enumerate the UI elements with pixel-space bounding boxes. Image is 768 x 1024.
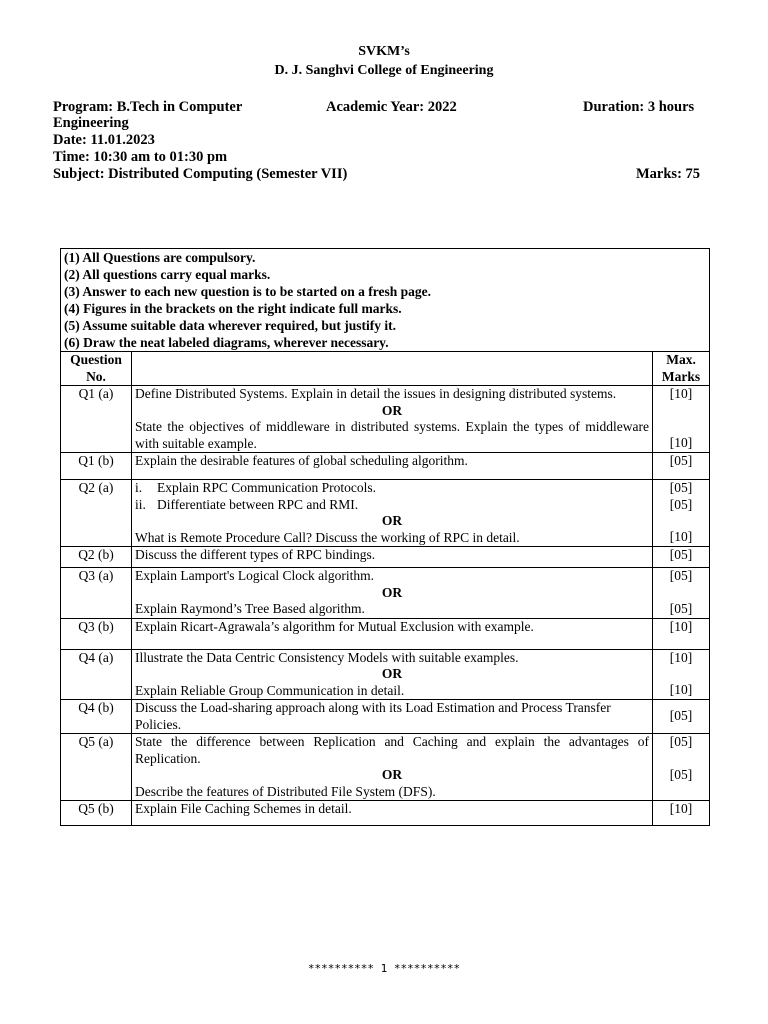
or-label: OR	[381, 767, 403, 782]
college-name: D. J. Sanghvi College of Engineering	[274, 63, 494, 78]
instruction-item: (3) Answer to each new question is to be started on a fresh page.	[64, 284, 431, 299]
header-text: Question	[70, 352, 122, 367]
header-row	[61, 352, 710, 386]
duration: Duration: 3 hours	[583, 99, 695, 115]
marks-value: [10]	[669, 649, 693, 665]
marks-value: [05]	[669, 568, 693, 583]
question-part: What is Remote Procedure Call? Discuss the working of RPC in detail.	[135, 529, 520, 545]
marks-value: [05]	[669, 480, 693, 495]
question-part	[135, 480, 649, 497]
question-number: Q5 (b)	[61, 801, 132, 826]
header-text: No.	[86, 368, 106, 384]
marks-value: [10]	[653, 801, 710, 826]
marks-value: [05]	[669, 766, 693, 782]
question-number: Q4 (b)	[61, 700, 132, 734]
question-part: Define Distributed Systems. Explain in detail the issues in designing distributed systems.	[135, 386, 617, 401]
marks-value: [05]	[653, 453, 710, 480]
marks-cell	[653, 568, 710, 619]
list-text: Explain RPC Communication Protocols.	[157, 480, 376, 495]
table-row	[61, 801, 710, 826]
marks-value: [10]	[669, 386, 693, 401]
question-header-blank	[132, 352, 653, 386]
question-text	[132, 568, 653, 619]
marks-value: [10]	[653, 618, 710, 649]
table-row	[61, 734, 710, 801]
marks-value: [10]	[669, 434, 693, 450]
question-text	[132, 480, 653, 547]
table-row	[61, 618, 710, 649]
header-text: Marks	[661, 368, 701, 384]
or-label: OR	[381, 666, 403, 681]
marks-cell	[653, 734, 710, 801]
question-text: Explain Ricart-Agrawala’s algorithm for Mutual Exclusion with example.	[132, 618, 653, 649]
marks-value: [05]	[653, 547, 710, 568]
instruction-item: (2) All questions carry equal marks.	[64, 267, 271, 282]
marks-value: [05]	[669, 600, 693, 616]
question-number: Q2 (a)	[61, 480, 132, 547]
question-number: Q2 (b)	[61, 547, 132, 568]
question-table	[60, 248, 710, 826]
question-no-header	[61, 352, 132, 386]
question-part	[135, 497, 649, 514]
table-row	[61, 568, 710, 619]
table-row	[61, 547, 710, 568]
max-marks-header	[653, 352, 710, 386]
program-line1: Program: B.Tech in Computer	[53, 99, 243, 115]
question-part: Illustrate the Data Centric Consistency Models with suitable examples.	[135, 649, 519, 665]
exam-date: Date: 11.01.2023	[53, 132, 155, 148]
table-row	[61, 649, 710, 700]
exam-time: Time: 10:30 am to 01:30 pm	[53, 149, 228, 165]
question-number: Q4 (a)	[61, 649, 132, 700]
question-number: Q1 (a)	[61, 386, 132, 453]
question-part: Explain Raymond’s Tree Based algorithm.	[135, 601, 365, 616]
marks-cell	[653, 480, 710, 547]
instructions-row	[61, 249, 710, 352]
table-row	[61, 700, 710, 734]
question-number: Q5 (a)	[61, 734, 132, 801]
list-number: i.	[135, 480, 143, 495]
marks-cell	[653, 386, 710, 453]
instructions-cell	[61, 249, 710, 352]
list-text: Differentiate between RPC and RMI.	[157, 496, 359, 512]
question-text: Discuss the different types of RPC bindings.	[132, 547, 653, 568]
or-label: OR	[381, 402, 403, 418]
or-label: OR	[381, 513, 403, 528]
table-row	[61, 453, 710, 480]
program-line2: Engineering	[53, 115, 129, 131]
question-part: Explain Reliable Group Communication in detail.	[135, 682, 405, 698]
marks-value: [10]	[669, 529, 693, 544]
question-part: State the difference between Replication and Caching and explain the advantages of Replication.	[135, 734, 649, 766]
institute-short: SVKM’s	[358, 44, 410, 59]
question-text	[132, 386, 653, 453]
page-footer: ********** 1 **********	[307, 962, 461, 975]
question-part: State the objectives of middleware in distributed systems. Explain the types of middleware with suitable example.	[135, 419, 649, 451]
list-number: ii.	[135, 496, 146, 512]
instruction-item: (4) Figures in the brackets on the right indicate full marks.	[64, 301, 402, 316]
question-number: Q3 (a)	[61, 568, 132, 619]
header-text: Max.	[666, 352, 696, 367]
marks-value: [10]	[669, 682, 693, 697]
question-part: Describe the features of Distributed File System (DFS).	[135, 783, 436, 799]
or-label: OR	[381, 584, 403, 600]
instruction-item: (1) All Questions are compulsory.	[64, 250, 256, 265]
table-row	[61, 386, 710, 453]
subject: Subject: Distributed Computing (Semester VII)	[53, 166, 348, 182]
marks-value: [05]	[669, 496, 693, 512]
marks-value: [05]	[669, 734, 693, 749]
question-text	[132, 734, 653, 801]
question-text: Discuss the Load-sharing approach along with its Load Estimation and Process Transfer Policies.	[132, 700, 653, 734]
instruction-item: (6) Draw the neat labeled diagrams, wherever necessary.	[64, 335, 389, 350]
question-number: Q1 (b)	[61, 453, 132, 480]
question-part: Explain Lamport's Logical Clock algorithm.	[135, 568, 375, 583]
table-row	[61, 480, 710, 547]
instruction-item: (5) Assume suitable data wherever required, but justify it.	[64, 318, 397, 333]
question-number: Q3 (b)	[61, 618, 132, 649]
marks-cell	[653, 649, 710, 700]
marks-value: [05]	[653, 700, 710, 734]
academic-year: Academic Year: 2022	[326, 99, 457, 115]
question-text: Explain the desirable features of global scheduling algorithm.	[132, 453, 653, 480]
question-text	[132, 649, 653, 700]
total-marks: Marks: 75	[636, 166, 701, 182]
question-text: Explain File Caching Schemes in detail.	[132, 801, 653, 826]
